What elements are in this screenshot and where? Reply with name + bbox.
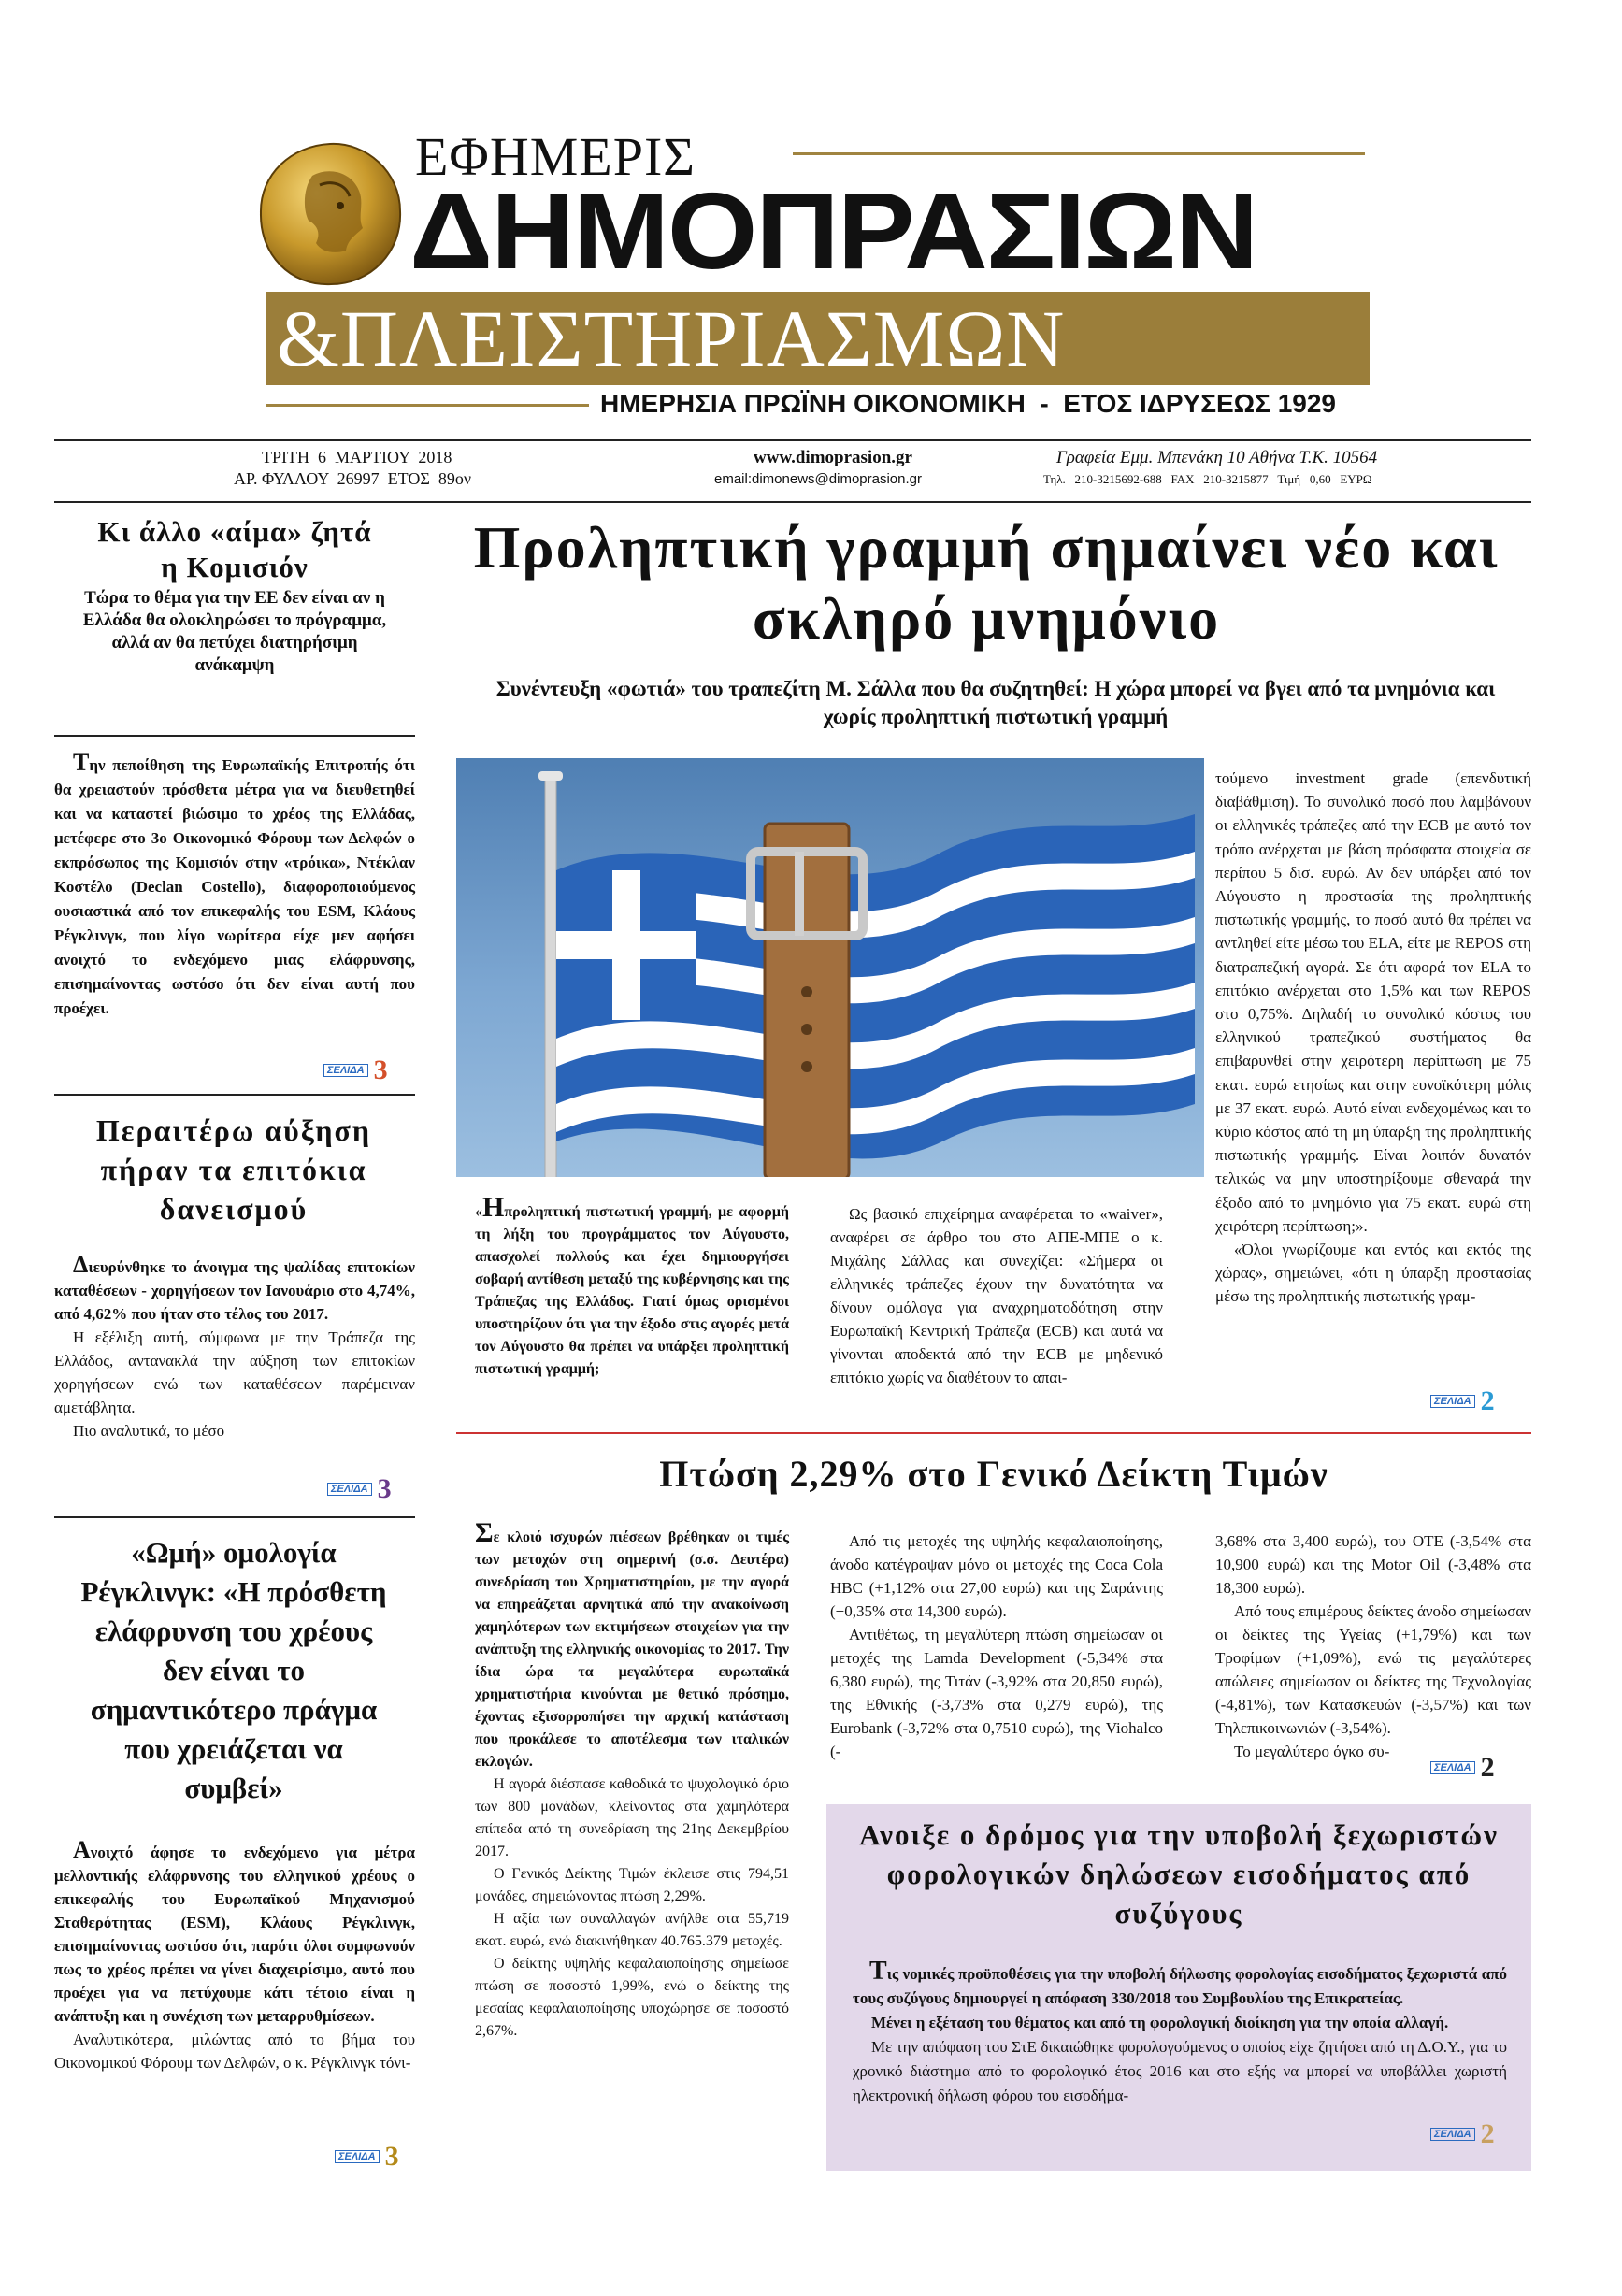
left2-page-ref[interactable]	[327, 1473, 392, 1505]
masthead-line1: ΕΦΗΜΕΡΙΣ	[415, 126, 696, 187]
left2-text-bold: ιευρύνθηκε το άνοιγμα της ψαλίδας επιτοκίων καταθέσεων - χορηγήσεων τον Ιανουάριο στο 4,74%, από 4,62% που ήταν στο τέλος του 2017.	[54, 1258, 415, 1323]
market-col3-p1: 3,68% στα 3,400 ευρώ), του ΟΤΕ (-3,54% στα 10,900 ευρώ) και της Motor Oil (-3,48% στα 18,300 ευρώ).	[1215, 1532, 1531, 1597]
market-col1-bold: ε κλοιό ισχυρών πιέσεων βρέθηκαν οι τιμές των μετοχών στη σημερινή (σ.σ. Δευτέρα) συνεδρίαση του Χρηματιστηρίου, με την αγορά να επηρεάζεται αρνητικά από την ανακοίνωση χαμηλότερων των εκτιμήσεων στοιχείων για την ανάπτυξη της ελληνικής οικονομίας το 2017. Την ίδια ώρα τα μεγαλύτερα ευρωπαϊκά χρηματιστήρια κινούνται με θετικό πρόσημο, έχοντας εξισορροπήσει την αρχική κατάσταση που προκάλεσε το αποτέλεσμα των ιταλικών εκλογών.	[475, 1529, 789, 1770]
issue-date: ΤΡΙΤΗ 6 ΜΑΡΤΙΟΥ 2018	[262, 448, 452, 466]
tax-page-ref[interactable]	[1430, 2118, 1495, 2150]
masthead-line2: ΔΗΜΟΠΡΑΣΙΩΝ	[409, 170, 1257, 292]
left1-body	[54, 751, 415, 1021]
main-col2	[830, 1202, 1163, 1389]
left1-dropcap: Τ	[73, 749, 90, 776]
office-address: Γραφεία Εμμ. Μπενάκη 10 Αθήνα Τ.Κ. 10564	[1056, 448, 1378, 467]
left3-page-label: ΣΕΛΙΔΑ	[335, 2150, 380, 2163]
tax-dropcap: Τ	[869, 1957, 887, 1986]
main-col3-text-b: «Όλοι γνωρίζουμε και εντός και εκτός της χώρας», σημειώνει, «ότι η ύπαρξη προστασίας μέσω της προληπτικής πιστωτικής γραμ-	[1215, 1241, 1531, 1306]
left2-page-label: ΣΕΛΙΔΑ	[327, 1483, 372, 1496]
main-col1-dropcap: Η	[482, 1192, 505, 1223]
left3-text-bold: νοιχτό άφησε το ενδεχόμενο για μέτρα μελλοντικής ελάφρυνσης του ελληνικού χρέους ο επικεφαλής του Ευρωπαϊκού Μηχανισμού Σταθερότητας (ESM), Κλάους Ρέγκλινγκ, επισημαίνοντας ωστόσο ότι, παρότι όλοι συμφωνούν πως το χρέος πρέπει να γίνει διαχειρίσιμο, αυτό που προέχει για να πετύχουμε κάτι τέτοιο είναι η ανάπτυξη και η συνέχιση των μεταρρυθμίσεων.	[54, 1844, 415, 2025]
left2-body	[54, 1253, 415, 1442]
contact-phones: Τηλ. 210-3215692-688 FAX 210-3215877 Τιμή 0,60 ΕΥΡΩ	[1043, 472, 1372, 486]
tax-p2: Μένει η εξέταση του θέματος και από τη φορολογική διοίκηση για την οποία αλλαγή.	[871, 2014, 1449, 2031]
tax-body	[853, 1959, 1507, 2108]
info-rule-top	[54, 439, 1531, 441]
market-col3-p3: Το μεγαλύτερο όγκο συ-	[1234, 1743, 1390, 1760]
left2-text: Η εξέλιξη αυτή, σύμφωνα με την Τράπεζα της Ελλάδος, αντανακλά την αύξηση των επιτοκίων χορηγήσεων ενώ των καταθέσεων παρέμειναν αμετάβλητα.	[54, 1328, 415, 1416]
main-subtitle: Συνέντευξη «φωτιά» του τραπεζίτη Μ. Σάλλα που θα συζητηθεί: Η χώρα μπορεί να βγει από τα μνημόνια και χωρίς προληπτική πιστωτική γραμμή	[495, 677, 1496, 728]
left3-dropcap: Α	[73, 1836, 91, 1863]
left3-body	[54, 1838, 415, 2074]
main-col1	[475, 1192, 789, 1381]
market-col1-p3: Ο Γενικός Δείκτης Τιμών έκλεισε στις 794,51 μονάδες, σημειώνοντας πτώση 2,29%.	[475, 1866, 789, 1904]
tax-page-number: 2	[1480, 2118, 1495, 2149]
tax-box	[826, 1804, 1531, 2171]
left3-text: Αναλυτικότερα, μιλώντας από το βήμα του Οικονομικού Φόρουμ των Δελφών, ο κ. Ρέγκλινγκ τόνι-	[54, 2031, 415, 2072]
masthead	[0, 0, 1622, 439]
left1-subtitle: Τώρα το θέμα για την ΕΕ δεν είναι αν η Ελλάδα θα ολοκληρώσει το πρόγραμμα, αλλά αν θα πετύχει διατηρήσιμη ανάκαμψη	[82, 588, 387, 675]
main-page-number: 2	[1480, 1385, 1495, 1416]
main-page-ref[interactable]	[1430, 1385, 1495, 1417]
left2-dropcap: Δ	[73, 1251, 89, 1278]
left2-end-rule	[54, 1516, 415, 1518]
flag-belt-photo	[456, 758, 1204, 1177]
left2-more: Πιο αναλυτικά, το μέσο	[73, 1422, 225, 1440]
coin-logo	[254, 138, 406, 290]
market-col1-p4: Η αξία των συναλλαγών ανήλθε στα 55,719 εκατ. ευρώ, ενώ διακινήθηκαν 40.765.379 μετοχές.	[475, 1911, 789, 1949]
market-col3-p2: Από τους επιμέρους δείκτες άνοδο σημείωσαν οι δείκτες της Υγείας (+1,79%) και των Τροφίμων (+1,09%), ενώ τις μεγαλύτερες απώλειες σημείωσαν οι δείκτες της Τεχνολογίας (-4,81%), των Κατασκευών (-3,57%) και των Τηλεπικοινωνιών (-3,54%).	[1215, 1602, 1531, 1737]
issue-number: ΑΡ. ΦΥΛΛΟΥ 26997 ΕΤΟΣ 89ον	[234, 469, 471, 488]
main-title: Προληπτική γραμμή σημαίνει νέο και σκληρό μνημόνιο	[473, 514, 1500, 652]
masthead-rule-bottom	[266, 404, 589, 407]
market-page-label: ΣΕΛΙΔΑ	[1430, 1761, 1475, 1774]
info-rule-bottom	[54, 501, 1531, 503]
masthead-tagline: ΗΜΕΡΗΣΙΑ ΠΡΩΪΝΗ ΟΙΚΟΝΟΜΙΚΗ - ΕΤΟΣ ΙΔΡΥΣΕΩΣ 1929	[600, 389, 1336, 418]
market-col2-p2: Αντιθέτως, τη μεγαλύτερη πτώση σημείωσαν οι μετοχές της Lamda Development (-5,34% στα 6,380 ευρώ), της Τιτάν (-3,92% στα 20,850 ευρώ), της Εθνικής (-3,73% στα 0,279 ευρώ), της Eurobank (-3,72% στα 0,7510 ευρώ), της Viohalco (-	[830, 1626, 1163, 1760]
main-col3-text: τούμενο investment grade (επενδυτική διαβάθμιση). Το συνολικό ποσό που λαμβάνουν οι ελληνικές τράπεζες από την ECB με αυτό τον τρόπο ανέρχεται με βάση πρόσφατα στοιχεία σε περίπου 5 δισ. ευρώ. Αν δεν υπάρξει από τον Αύγουστο η προστασία της προληπτικής πιστωτικής γραμμής, το ποσό αυτό θα πρέπει να αντληθεί είτε μέσω του ELA, είτε με REPOS στη διατραπεζική αγορά. Σε ότι αφορά τον ELA το επιτόκιο ανέρχεται στο 1,5% και των REPOS στο 0,75%. Δηλαδή το συνολικό κόστος του ελληνικού τραπεζικού συστήματος θα επιβαρυνθεί στην χειρότερη περίπτωση με 75 εκατ. ευρώ ετησίως και στην ευνοϊκότερη μόλις με 37 εκατ. ευρώ. Αυτό είναι ενδεχομένως και το κύριο κόστος από τη μη ύπαρξη της προληπτικής πιστωτικής γραμμής. Είναι λοιπόν δυνατόν τελικώς να μην υποστηρίξουμε σθεναρά την έξοδο από το μνημόνιο για 75 εκατ. ευρώ στη χειρότερη περίπτωση;».	[1215, 769, 1531, 1235]
market-title: Πτώση 2,29% στο Γενικό Δείκτη Τιμών	[659, 1453, 1328, 1495]
market-page-ref[interactable]	[1430, 1752, 1495, 1784]
main-col1-text: προληπτική πιστωτική γραμμή, με αφορμή τη λήξη του προγράμματος τον Αύγουστο, απασχολεί πολλούς και έχει δημιουργήσει σοβαρή αντίθεση μεταξύ της κυβέρνησης και της Τράπεζας της Ελλάδος. Γιατί όμως ορισμένοι υποστηρίζουν ότι για την έξοδο στις αγορές μετά τον Αύγουστο θα πρέπει να υπάρξει προληπτική πιστωτική γραμμή;	[475, 1204, 789, 1377]
main-col3	[1215, 767, 1531, 1309]
market-col3	[1215, 1529, 1531, 1763]
main-col2-text: Ως βασικό επιχείρημα αναφέρεται το «waiver», αναφέρει σε άρθρο του στο ΑΠΕ-ΜΠΕ ο κ. Μιχάλης Σάλλας και συνεχίζει: «Σήμερα οι ελληνικές τράπεζες έχουν την δυνατότητα να δίνουν ομόλογα για αναχρηματοδότηση στην Ευρωπαϊκή Κεντρική Τράπεζα (ECB) και αυτά να γίνονται αποδεκτά από την ECB με μηδενικό επιτόκιο χωρίς να διαθέτουν το απαι-	[830, 1205, 1163, 1386]
left3-page-number: 3	[384, 2141, 399, 2172]
tax-p3: Με την απόφαση του ΣτΕ δικαιώθηκε φορολογούμενος ο οποίος είχε ζητήσει από τη Δ.Ο.Υ., για το χρονικό διάστημα από το φορολογικό έτος 2016 και στο εξής να μπορεί να υποβάλλει χωριστή ηλεκτρονική δήλωση φόρου του εισοδήμα-	[853, 2038, 1507, 2104]
tax-title: Ανοιξε ο δρόμος για την υποβολή ξεχωριστών φορολογικών δηλώσεων εισοδήματος από συζύγους	[859, 1818, 1499, 1930]
tax-p1: ις νομικές προϋποθέσεις για την υποβολή δήλωσης φορολογίας εισοδήματος ξεχωριστά από τους συζύγους δημιουργεί η απόφαση 330/2018 του Συμβουλίου της Επικρατείας.	[853, 1965, 1507, 2007]
tax-page-label: ΣΕΛΙΔΑ	[1430, 2128, 1475, 2141]
left1-title: Κι άλλο «αίμα» ζητά η Κομισιόν	[97, 515, 372, 583]
main-end-rule	[456, 1432, 1531, 1434]
left2-title: Περαιτέρω αύξηση πήραν τα επιτόκια δανεισμού	[95, 1113, 372, 1226]
email-link[interactable]: email:dimonews@dimoprasion.gr	[714, 471, 922, 487]
masthead-rule-top	[793, 152, 1365, 155]
left1-end-rule	[54, 1094, 415, 1096]
market-page-number: 2	[1480, 1752, 1495, 1783]
left1-rule	[54, 735, 415, 737]
market-col1	[475, 1517, 789, 2043]
masthead-line3: &ΠΛΕΙΣΤΗΡΙΑΣΜΩΝ	[277, 294, 1066, 383]
left1-page-label: ΣΕΛΙΔΑ	[323, 1064, 368, 1077]
market-col2	[830, 1529, 1163, 1763]
left1-page-number: 3	[373, 1055, 388, 1085]
left3-title: «Ωμή» ομολογία Ρέγκλινγκ: «Η πρόσθετη ελάφρυνση του χρέους δεν είναι το σημαντικότερο πράγμα που χρειάζεται να συμβεί»	[80, 1536, 387, 1804]
left-article-1	[54, 514, 415, 677]
main-page-label: ΣΕΛΙΔΑ	[1430, 1395, 1475, 1408]
market-col1-p5: Ο δείκτης υψηλής κεφαλαιοποίησης σημείωσε πτώση σε ποσοστό 1,99%, ενώ ο δείκτης της μεσαίας κεφαλαιοποίησης υποχώρησε σε ποσοστό 2,67%.	[475, 1956, 789, 2039]
left3-page-ref[interactable]	[335, 2141, 399, 2173]
market-col2-p1: Από τις μετοχές της υψηλής κεφαλαιοποίησης, άνοδο κατέγραψαν μόνο οι μετοχές της Coca Cola HBC (+1,12% στα 27,00 ευρώ) και της Σαράντης (+0,35% στα 14,300 ευρώ).	[830, 1532, 1163, 1620]
main-col1-open-quote: «	[475, 1204, 482, 1220]
left1-text: ην πεποίθηση της Ευρωπαϊκής Επιτροπής ότι θα χρειαστούν πρόσθετα μέτρα για να διευθετηθεί και να καταστεί βιώσιμο το χρέος της Ελλάδας, μετέφερε στο 3ο Οικονομικό Φόρουμ των Δελφών ο εκπρόσωπος της Κομισιόν στην «τρόικα», Ντέκλαν Κοστέλο (Declan Costello), διαφοροποιούμενος ουσιαστικά από τον επικεφαλής του ESM, Κλάους Ρέγκλινγκ, που λίγο νωρίτερα είχε μεν αφήσει ανοιχτό το ενδεχόμενο μιας ελάφρυνσης, επισημαίνοντας ωστόσο ότι δεν είναι αυτή που προέχει.	[54, 756, 415, 1017]
website-link[interactable]: www.dimoprasion.gr	[754, 448, 912, 467]
market-dropcap: Σ	[475, 1517, 494, 1548]
left2-page-number: 3	[377, 1473, 392, 1504]
market-col1-p2: Η αγορά διέσπασε καθοδικά το ψυχολογικό όριο των 800 μονάδων, κλείνοντας στα χαμηλότερα επίπεδα από τη συνεδρίαση της 21ης Δεκεμβρίου 2017.	[475, 1776, 789, 1859]
left1-page-ref[interactable]	[323, 1055, 388, 1086]
